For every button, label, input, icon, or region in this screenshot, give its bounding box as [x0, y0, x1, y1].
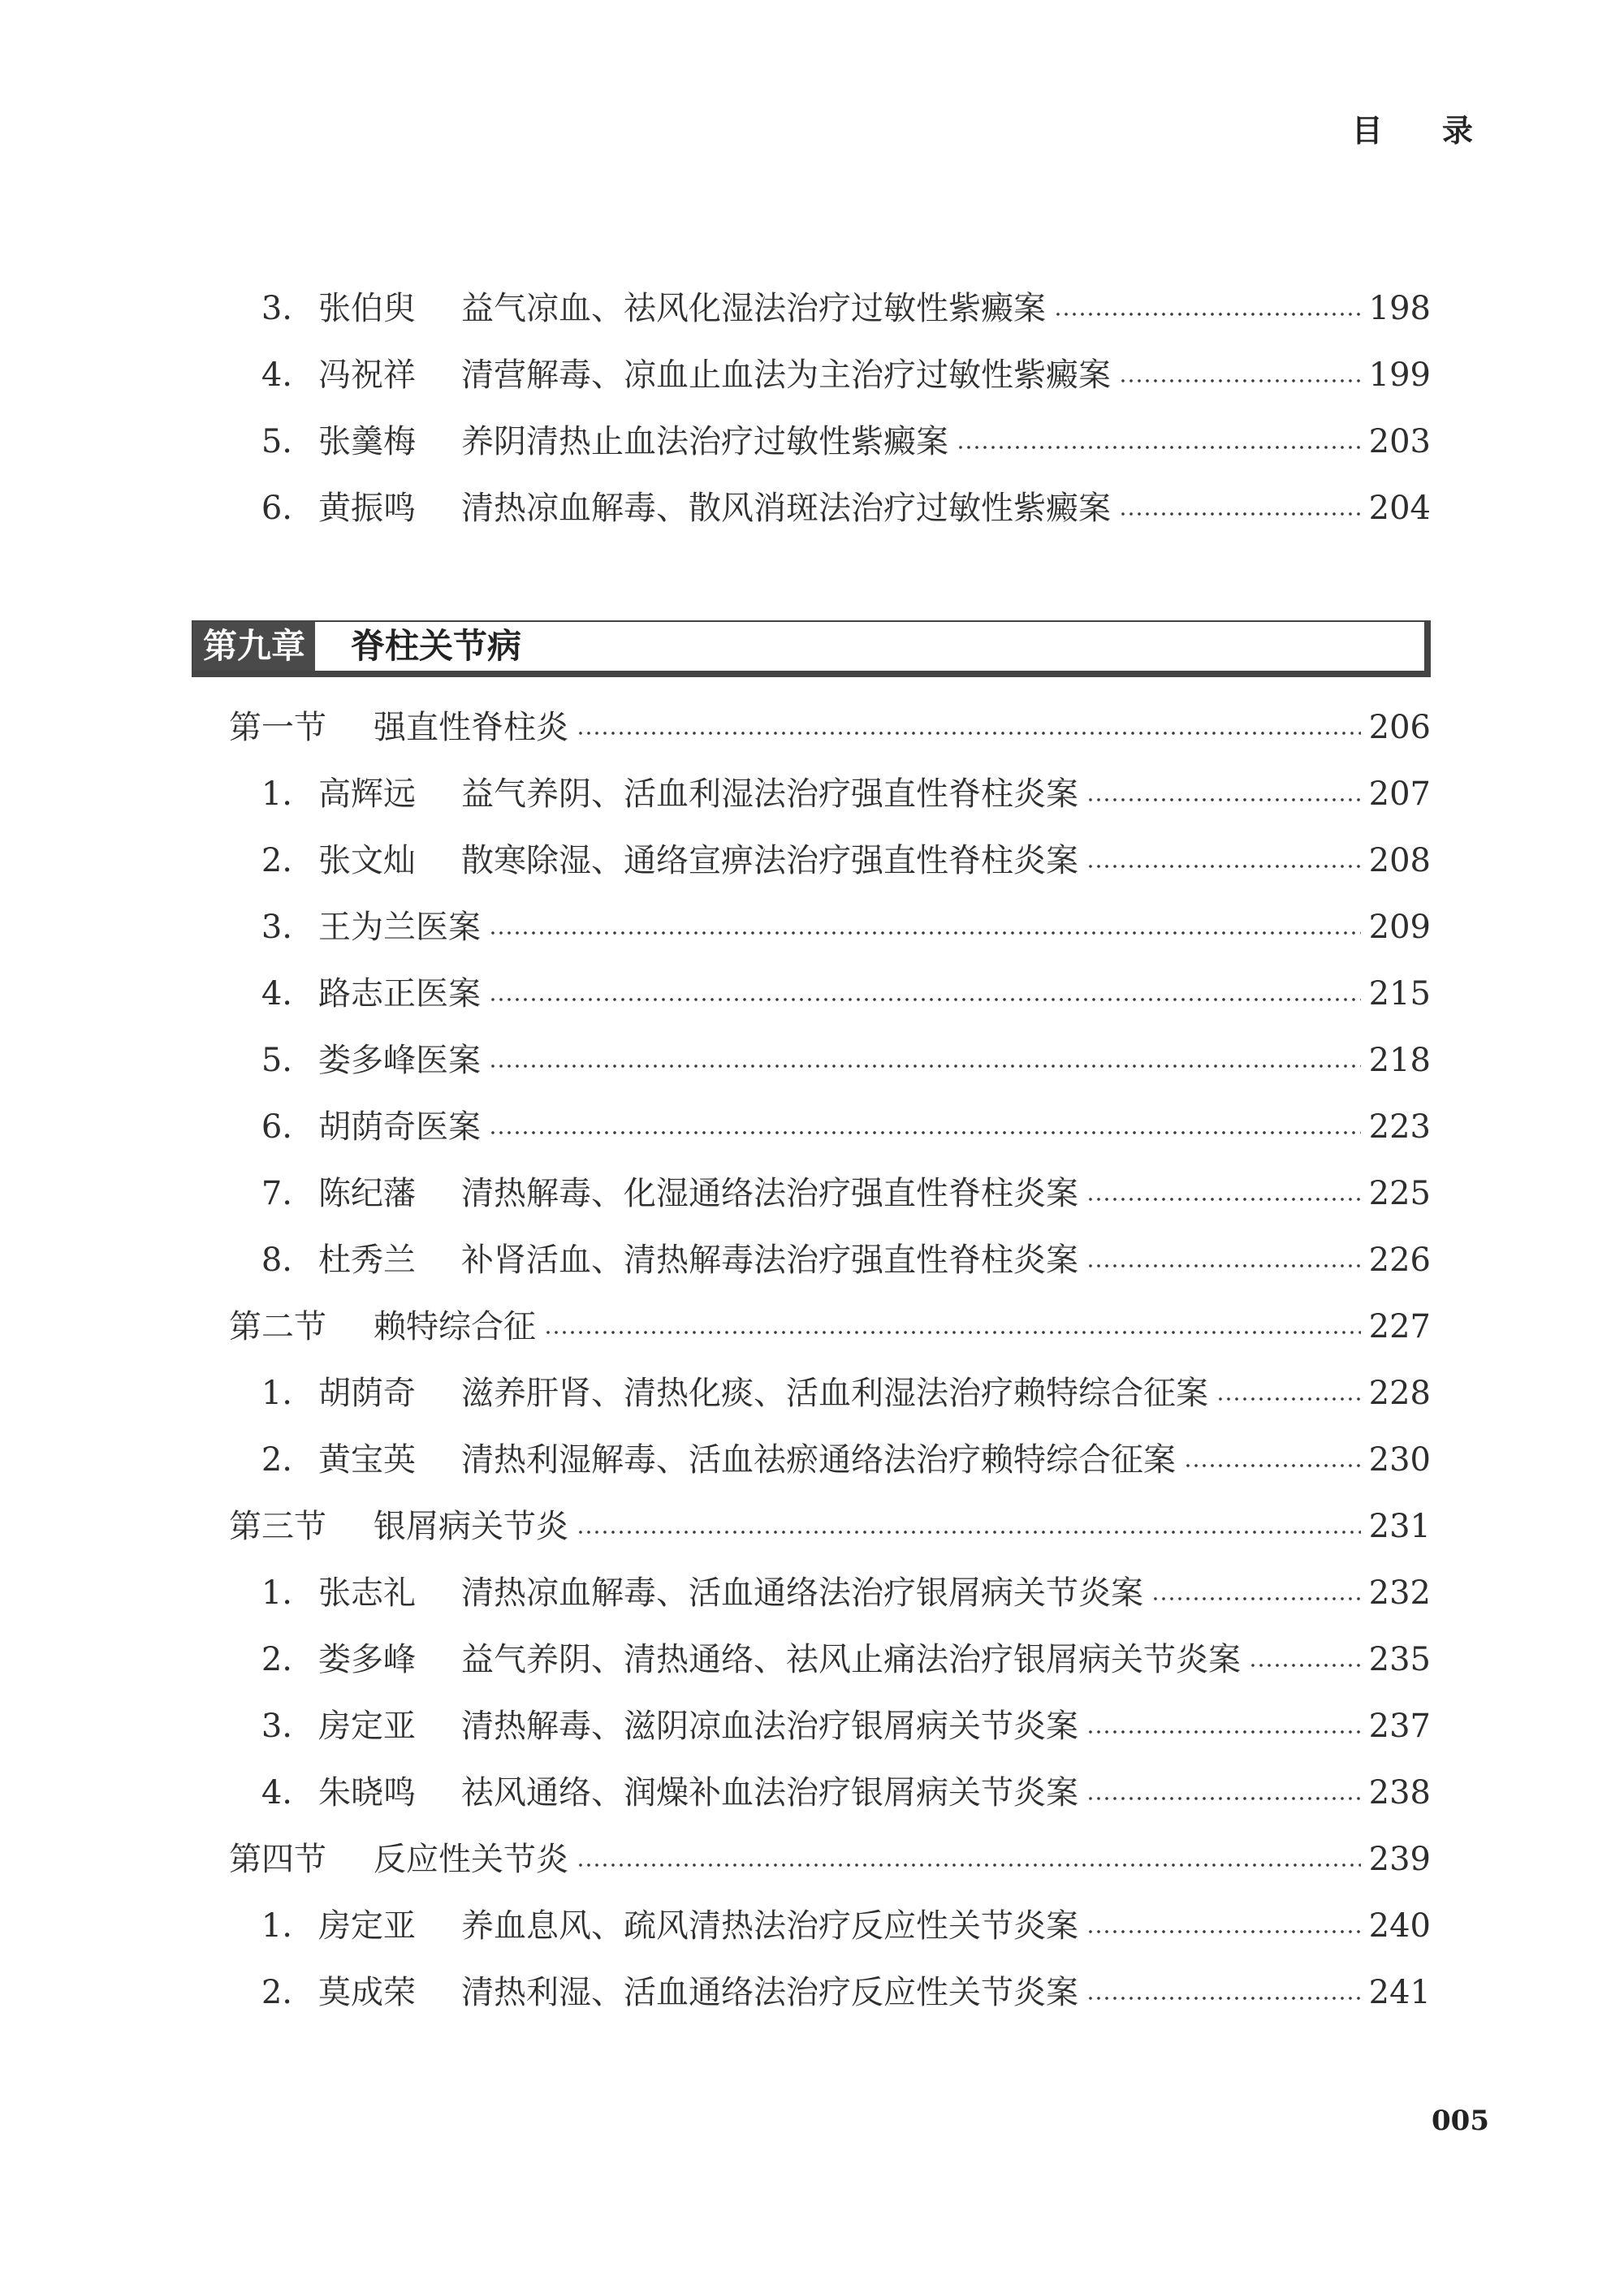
- entry-author: 黄宝英: [318, 1441, 416, 1479]
- dot-leader: [1086, 1197, 1361, 1202]
- entry-author: 房定亚: [318, 1907, 416, 1945]
- section-title: 强直性脊柱炎: [374, 709, 568, 746]
- section-page: 231: [1368, 1508, 1431, 1545]
- entry-title: 养阴清热止血法治疗过敏性紫癜案: [461, 423, 948, 460]
- entry-author: 冯祝祥: [318, 356, 416, 394]
- entry-page: 240: [1368, 1907, 1431, 1945]
- entry-author: 胡荫奇: [318, 1375, 416, 1412]
- entry-page: 232: [1368, 1574, 1431, 1612]
- dot-leader: [957, 445, 1361, 450]
- toc-entry[interactable]: [0, 1436, 1624, 1484]
- toc-entry[interactable]: [0, 836, 1624, 885]
- section-heading[interactable]: [0, 1835, 1624, 1884]
- entry-number: 5.: [261, 423, 292, 460]
- dot-leader: [1119, 378, 1361, 383]
- entry-page: 237: [1368, 1708, 1431, 1745]
- running-head: 目 录: [1351, 112, 1497, 149]
- entry-page: 218: [1368, 1042, 1431, 1079]
- entry-number: 1.: [261, 775, 292, 813]
- section-title: 反应性关节炎: [374, 1841, 568, 1878]
- entry-page: 238: [1368, 1774, 1431, 1812]
- entry-author: 房定亚: [318, 1708, 416, 1745]
- entry-page: 209: [1368, 909, 1431, 946]
- toc-entry[interactable]: [0, 1103, 1624, 1151]
- dot-leader: [1086, 1263, 1361, 1268]
- dot-leader: [1054, 312, 1361, 317]
- section-title: 赖特综合征: [374, 1308, 536, 1345]
- entry-page: 203: [1368, 423, 1431, 460]
- entry-number: 6.: [261, 1108, 292, 1146]
- entry-number: 7.: [261, 1175, 292, 1212]
- entry-page: 208: [1368, 842, 1431, 879]
- dot-leader: [1086, 1796, 1361, 1801]
- entry-page: 199: [1368, 356, 1431, 394]
- entry-number: 3.: [261, 1708, 292, 1745]
- entry-title: 养血息风、疏风清热法治疗反应性关节炎案: [461, 1907, 1078, 1945]
- dot-leader: [1216, 1397, 1361, 1401]
- entry-page: 241: [1368, 1974, 1431, 2011]
- entry-author: 张伯臾: [318, 290, 416, 327]
- entry-author: 张志礼: [318, 1574, 416, 1612]
- dot-leader: [577, 1530, 1361, 1535]
- entry-number: 4.: [261, 975, 292, 1013]
- entry-author: 张羹梅: [318, 423, 416, 460]
- toc-entry[interactable]: [0, 1236, 1624, 1285]
- toc-entry[interactable]: [0, 1968, 1624, 2017]
- dot-leader: [577, 1863, 1361, 1868]
- entry-author: 娄多峰: [318, 1641, 416, 1678]
- entry-title: 路志正医案: [318, 975, 481, 1013]
- entry-author: 黄振鸣: [318, 490, 416, 527]
- dot-leader: [1184, 1463, 1361, 1468]
- entry-title: 胡荫奇医案: [318, 1108, 481, 1146]
- dot-leader: [1119, 512, 1361, 516]
- toc-entry[interactable]: [0, 1902, 1624, 1950]
- dot-leader: [489, 931, 1361, 935]
- entry-number: 3.: [261, 909, 292, 946]
- toc-entry[interactable]: [0, 1169, 1624, 1218]
- entry-title: 益气养阴、活血利湿法治疗强直性脊柱炎案: [461, 775, 1078, 813]
- chapter-heading[interactable]: [192, 620, 1431, 677]
- dot-leader: [1086, 1996, 1361, 2001]
- section-heading[interactable]: [0, 1502, 1624, 1551]
- entry-page: 228: [1368, 1375, 1431, 1412]
- section-label: 第四节: [229, 1841, 326, 1878]
- entry-title: 清营解毒、凉血止血法为主治疗过敏性紫癜案: [461, 356, 1111, 394]
- section-label: 第二节: [229, 1308, 326, 1345]
- dot-leader: [1249, 1663, 1361, 1668]
- dot-leader: [489, 1130, 1361, 1135]
- dot-leader: [1086, 864, 1361, 869]
- entry-page: 215: [1368, 975, 1431, 1013]
- entry-number: 5.: [261, 1042, 292, 1079]
- entry-title: 补肾活血、清热解毒法治疗强直性脊柱炎案: [461, 1242, 1078, 1279]
- entry-page: 226: [1368, 1242, 1431, 1279]
- entry-title: 益气凉血、祛风化湿法治疗过敏性紫癜案: [461, 290, 1046, 327]
- entry-title: 清热解毒、滋阴凉血法治疗银屑病关节炎案: [461, 1708, 1078, 1745]
- entry-page: 223: [1368, 1108, 1431, 1146]
- dot-leader: [577, 731, 1361, 736]
- entry-number: 6.: [261, 490, 292, 527]
- entry-title: 散寒除湿、通络宣痹法治疗强直性脊柱炎案: [461, 842, 1078, 879]
- entry-number: 1.: [261, 1375, 292, 1412]
- toc-entry[interactable]: [0, 1702, 1624, 1751]
- dot-leader: [544, 1330, 1361, 1335]
- toc-entry[interactable]: [0, 351, 1624, 399]
- entry-title: 清热凉血解毒、活血通络法治疗银屑病关节炎案: [461, 1574, 1143, 1612]
- toc-entry[interactable]: [0, 484, 1624, 533]
- entry-page: 235: [1368, 1641, 1431, 1678]
- entry-author: 高辉远: [318, 775, 416, 813]
- entry-number: 2.: [261, 1441, 292, 1479]
- entry-number: 4.: [261, 356, 292, 394]
- section-label: 第一节: [229, 709, 326, 746]
- entry-title: 清热利湿、活血通络法治疗反应性关节炎案: [461, 1974, 1078, 2011]
- entry-title: 清热凉血解毒、散风消斑法治疗过敏性紫癜案: [461, 490, 1111, 527]
- dot-leader: [1151, 1596, 1361, 1601]
- chapter-title: 脊柱关节病: [351, 626, 522, 666]
- chapter-label: 第九章: [193, 622, 315, 671]
- section-heading[interactable]: [0, 1302, 1624, 1351]
- entry-number: 4.: [261, 1774, 292, 1812]
- entry-author: 朱晓鸣: [318, 1774, 416, 1812]
- dot-leader: [489, 1064, 1361, 1069]
- toc-entry[interactable]: [0, 770, 1624, 818]
- entry-page: 198: [1368, 290, 1431, 327]
- toc-entry[interactable]: [0, 1569, 1624, 1617]
- entry-page: 230: [1368, 1441, 1431, 1479]
- dot-leader: [489, 997, 1361, 1002]
- toc-entry[interactable]: [0, 417, 1624, 466]
- section-label: 第三节: [229, 1508, 326, 1545]
- entry-number: 2.: [261, 1974, 292, 2011]
- dot-leader: [1086, 797, 1361, 802]
- entry-page: 204: [1368, 490, 1431, 527]
- dot-leader: [1086, 1729, 1361, 1734]
- entry-title: 滋养肝肾、清热化痰、活血利湿法治疗赖特综合征案: [461, 1375, 1208, 1412]
- dot-leader: [1086, 1929, 1361, 1934]
- entry-page: 207: [1368, 775, 1431, 813]
- entry-page: 225: [1368, 1175, 1431, 1212]
- entry-number: 2.: [261, 842, 292, 879]
- entry-title: 清热利湿解毒、活血祛瘀通络法治疗赖特综合征案: [461, 1441, 1176, 1479]
- section-page: 227: [1368, 1308, 1431, 1345]
- entry-author: 莫成荣: [318, 1974, 416, 2011]
- toc-entry[interactable]: [0, 1369, 1624, 1418]
- entry-number: 2.: [261, 1641, 292, 1678]
- section-heading[interactable]: [0, 703, 1624, 752]
- entry-number: 3.: [261, 290, 292, 327]
- section-page: 239: [1368, 1841, 1431, 1878]
- toc-entry[interactable]: [0, 903, 1624, 952]
- toc-entry[interactable]: [0, 969, 1624, 1018]
- entry-author: 张文灿: [318, 842, 416, 879]
- toc-entry[interactable]: [0, 1635, 1624, 1684]
- entry-title: 祛风通络、润燥补血法治疗银屑病关节炎案: [461, 1774, 1078, 1812]
- section-page: 206: [1368, 709, 1431, 746]
- entry-number: 1.: [261, 1907, 292, 1945]
- entry-title: 娄多峰医案: [318, 1042, 481, 1079]
- entry-author: 杜秀兰: [318, 1242, 416, 1279]
- section-title: 银屑病关节炎: [374, 1508, 568, 1545]
- entry-number: 8.: [261, 1242, 292, 1279]
- entry-number: 1.: [261, 1574, 292, 1612]
- entry-title: 益气养阴、清热通络、祛风止痛法治疗银屑病关节炎案: [461, 1641, 1241, 1678]
- toc-entry[interactable]: [0, 1768, 1624, 1817]
- page-number: 005: [1432, 2105, 1489, 2137]
- entry-author: 陈纪藩: [318, 1175, 416, 1212]
- toc-entry[interactable]: [0, 1036, 1624, 1085]
- entry-title: 清热解毒、化湿通络法治疗强直性脊柱炎案: [461, 1175, 1078, 1212]
- entry-title: 王为兰医案: [318, 909, 481, 946]
- toc-entry[interactable]: [0, 284, 1624, 333]
